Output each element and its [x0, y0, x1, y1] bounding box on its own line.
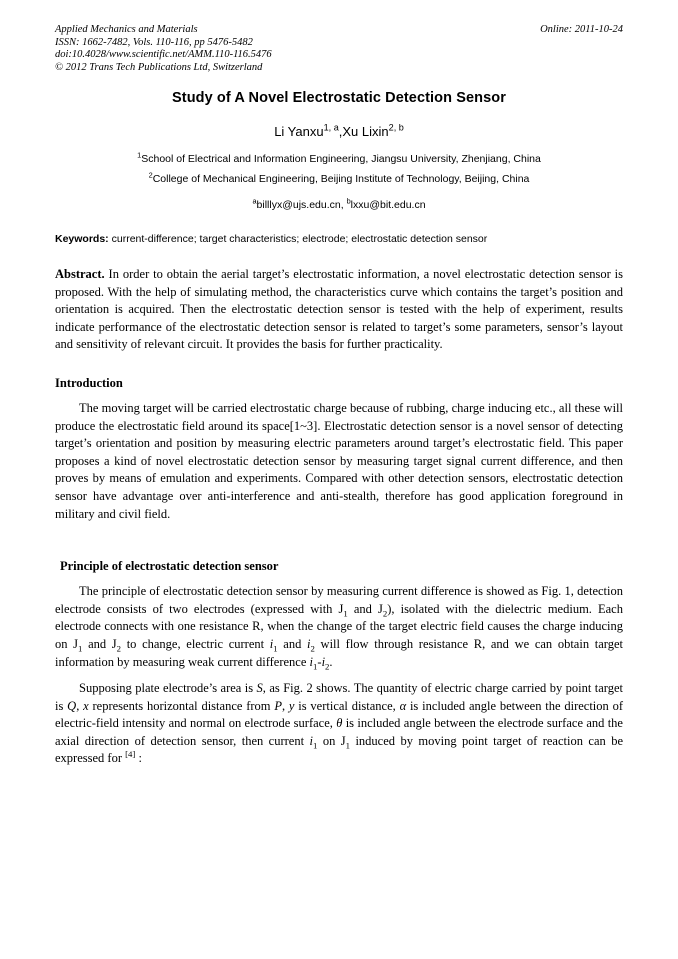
principle-p2-var-i1-sub: 1	[313, 740, 318, 751]
principle-p2-var-P: P	[274, 698, 282, 713]
email-a[interactable]: billlyx@ujs.edu.cn,	[256, 199, 344, 211]
principle-p2-seg6: is vertical distance,	[294, 698, 400, 713]
principle-p2-var-S: S	[256, 681, 263, 696]
author-2-name: Xu Lixin	[342, 124, 389, 139]
principle-p1-var-i3-sub: 1	[313, 661, 318, 671]
header-left-block	[55, 24, 272, 74]
principle-p1-var-i1: i	[269, 636, 274, 651]
abstract-block	[55, 266, 623, 354]
affiliations	[55, 152, 623, 187]
keywords-label: Keywords:	[55, 233, 109, 245]
principle-p1-sub3: 1	[78, 643, 83, 654]
principle-p2-seg9: on J	[317, 733, 346, 748]
author-list	[55, 124, 623, 139]
author-2-superscript: 2, b	[388, 122, 404, 133]
principle-p2-var-x: x	[83, 698, 89, 713]
journal-copyright: © 2012 Trans Tech Publications Ltd, Switzerland	[55, 61, 263, 73]
section-gap	[55, 523, 623, 537]
section-heading-principle: Principle of electrostatic detection sensor	[60, 559, 279, 574]
principle-p1-sub4: 2	[116, 643, 122, 654]
keywords-line	[55, 233, 623, 245]
principle-p2-var-y: y	[288, 698, 295, 713]
journal-doi: doi:10.4028/www.scientific.net/AMM.110-116.5476	[55, 49, 272, 61]
affiliation-1-text: School of Electrical and Information Engineering, Jiangsu University, Zhenjiang, China	[141, 153, 541, 165]
affiliation-1-superscript: 1	[137, 150, 142, 160]
principle-p2-seg5: ,	[281, 698, 289, 713]
principle-p1-var-i1-sub: 1	[273, 643, 278, 654]
paper-title: Study of A Novel Electrostatic Detection Sensor	[172, 90, 506, 106]
principle-p1-seg6: and	[277, 636, 308, 651]
principle-p1-var-i2: i	[307, 636, 311, 651]
principle-p1-seg4: and J	[82, 636, 117, 651]
principle-p2-var-theta: θ	[336, 716, 343, 731]
affiliation-2	[55, 172, 623, 187]
abstract-text: In order to obtain the aerial target’s electrostatic information, a novel electrostatic detection sensor is proposed. With the help of simulating method, the characteristics curve which contains the target’s position and orientation is acquired. Then the electrostatic detection sensor is tested with the help of experiment, results indicate performance of the electrostatic detection sensor is related to target’s some parameters, sensor’s layout and sensitivity of relevant circuit. It provides the basis for further practicality.	[55, 267, 623, 352]
introduction-paragraph-1: The moving target will be carried electrostatic charge because of rubbing, charge inducing etc., all these will produce the electrostatic field around its space[1~3]. Electrostatic detection sensor is a novel sensor of detecting target’s orientation and position by measuring electric parameters around target’s electrostatic field. This paper proposes a kind of novel electrostatic detection sensor by measuring target signal current difference, and then proves by means of emulation and experiments. Compared with other detection sensors, electrostatic detection sensor have advantage over anti-interference and anti-stealth, therefore has good application foreground in military and civil field.	[55, 400, 623, 521]
principle-p1-var-i2-sub: 2	[310, 643, 315, 654]
principle-p2-var-i1: i	[309, 733, 314, 748]
principle-p2-seg2: , as Fig. 2 shows. The quantity of electric charge carried by point target is	[55, 681, 623, 713]
principle-p2-seg11: :	[135, 751, 142, 766]
principle-p1-seg1: The principle of electrostatic detection sensor by measuring current difference is showed as Fig. 1, detection electrode consists of two electrodes (expressed with J	[55, 584, 623, 616]
keywords-text: current-difference; target characteristics; electrode; electrostatic detection sensor	[108, 233, 488, 245]
email-b[interactable]: lxxu@bit.edu.cn	[350, 199, 426, 211]
principle-p2-seg4: represents horizontal distance from	[88, 698, 275, 713]
online-date: Online: 2011-10-24	[540, 24, 623, 35]
principle-p1-seg2: and J	[347, 601, 383, 616]
journal-issn: ISSN: 1662-7482, Vols. 110-116, pp 5476-5482	[55, 36, 253, 48]
principle-p2-var-alpha: α	[399, 698, 407, 713]
principle-p2-seg1: Supposing plate electrode’s area is	[79, 681, 257, 696]
principle-paragraph-2	[55, 680, 623, 768]
affiliation-2-text: College of Mechanical Engineering, Beijing Institute of Technology, Beijing, China	[152, 173, 530, 185]
email-a-superscript: a	[252, 196, 257, 206]
principle-p1-seg7: will flow through resistance R, and we can obtain target information by measuring weak current difference	[55, 636, 623, 669]
affiliation-2-superscript: 2	[148, 170, 153, 180]
email-b-superscript: b	[346, 196, 351, 206]
page-content	[55, 24, 623, 768]
affiliation-1	[55, 152, 623, 167]
abstract-label: Abstract.	[55, 267, 105, 281]
principle-p1-seg8: -	[317, 654, 322, 669]
principle-p1-var-i4: i	[321, 654, 326, 669]
principle-p2-seg8: is included angle between the electrode surface and the axial direction of detection sensor, then current	[55, 716, 623, 748]
principle-paragraph-1	[55, 583, 623, 671]
author-1-name: Li Yanxu	[274, 124, 324, 139]
author-1-superscript: 1, a	[323, 122, 339, 133]
principle-p2-var-Q: Q	[67, 698, 77, 713]
principle-p2-seg10: induced by moving point target of reaction can be expressed for	[55, 733, 623, 766]
principle-p2-seg7: is included angle between the direction of electric-field intensity and normal on electrode surface,	[55, 698, 624, 731]
author-emails	[55, 196, 623, 211]
principle-p1-seg3: ), isolated with the dielectric medium. Each electrode connects with one resistance R, when the change of the target electric field causes the charge inducing on J	[55, 601, 623, 651]
principle-p1-var-i4-sub: 2	[325, 661, 330, 671]
principle-p1-sub2: 2	[382, 608, 388, 619]
principle-p1-seg9: .	[329, 654, 333, 669]
page-header	[55, 24, 623, 82]
principle-p1-var-i3: i	[309, 654, 314, 669]
principle-p2-J1-sub: 1	[345, 740, 351, 751]
author-separator: ,	[338, 124, 343, 139]
principle-p1-seg5: to change, electric current	[121, 636, 270, 651]
journal-name: Applied Mechanics and Materials	[55, 24, 198, 35]
principle-p2-seg3: ,	[76, 698, 84, 713]
principle-p1-sub1: 1	[343, 608, 348, 619]
principle-p2-reference: [4]	[125, 749, 136, 760]
section-heading-introduction: Introduction	[55, 375, 123, 390]
